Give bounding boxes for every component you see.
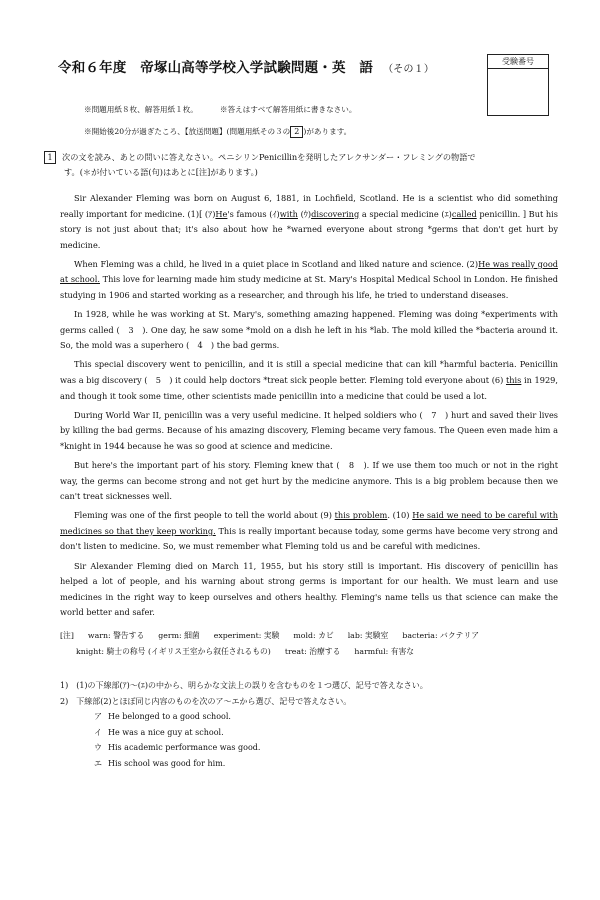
exam-title-main: 令和６年度 帝塚山高等学校入学試験問題・英 語 xyxy=(58,60,374,76)
option-key: ア xyxy=(94,712,102,721)
option-key: ウ xyxy=(94,743,102,752)
option-key: エ xyxy=(94,758,102,768)
sub-question-1: 1) (1)の下線部(ｱ)～(ｴ)の中から、明らかな文法上の誤りを含むものを１つ選び、記号で答えなさい。 xyxy=(60,681,428,690)
glossary-item: mold: カビ xyxy=(293,631,334,640)
option-item xyxy=(60,756,558,772)
glossary-item: knight: 騎士の称号 (イギリス王室から叙任されるもの) xyxy=(76,647,271,656)
glossary-row-2 xyxy=(60,644,558,660)
glossary-item: lab: 実験室 xyxy=(347,631,389,640)
paragraph-8: Sir Alexander Fleming died on March 11, 1955, but his story still is important. His discovery of penicillin has helped a lot of people, and his warning about strong germs is important for our health. We must learn and use medicines in the right way to keep ourselves and others healthy. Fleming's name tells us that science can make the world better and safer. xyxy=(60,560,558,618)
instruction-line-1: 次の文を読み、あとの問いに答えなさい。ペニシリンPenicillinを発明したアレクサンダー・フレミングの物語で xyxy=(62,152,476,162)
underline-6: this xyxy=(505,375,522,386)
question-1-instruction xyxy=(44,150,559,180)
option-item xyxy=(60,740,558,756)
note-pages: ※問題用紙８枚、解答用紙１枚。 xyxy=(84,105,198,114)
option-text: He belonged to a good school. xyxy=(108,712,231,721)
glossary-label: [注] xyxy=(60,631,74,640)
option-text: His school was good for him. xyxy=(108,758,226,768)
glossary-item: experiment: 実験 xyxy=(213,631,280,640)
paragraph-2: When Fleming was a child, he lived in a quiet place in Scotland and liked nature and science. (2)He was really good at school. This love for learning made him study medicine at St. Mary's Hospital Medical School in London. He finished studying in 1906 and started working as a researcher, and through his life, he tried to understand diseases. xyxy=(60,258,558,301)
underline-10: He said we need to be careful with medicines so that they keep working. xyxy=(60,510,558,536)
sub-question-2: 2) 下線部(2)とほぼ同じ内容のものを次のア～エから選び、記号で答えなさい。 xyxy=(60,696,352,706)
reading-passage xyxy=(60,191,558,621)
paragraph-6: But here's the important part of his story. Fleming knew that ( 8 ). If we use them too much or not in the right way, the germs can become strong and not get hurt by the medicine anymore. This is a big problem because then we can't treat sicknesses well. xyxy=(60,460,558,502)
question-number-box: 1 xyxy=(44,151,56,164)
underline-2: He was really good at school. xyxy=(60,258,558,285)
exam-title xyxy=(58,56,434,76)
paragraph-1: Sir Alexander Fleming was born on August 6, 1881, in Lochfield, Scotland. He is a scientist who did something really important for medicine. (1)[ (ｱ)He's famous (ｲ)with (ｳ)discovering a special medicine (ｴ)called penicillin. ] But his story is not just about that; it's also about how he *warned everyone about strong *germs that don't get hurt by medicine. xyxy=(60,193,558,250)
exam-notes xyxy=(84,99,356,143)
glossary-item: warn: 警告する xyxy=(87,631,145,640)
sub-questions xyxy=(60,678,558,771)
note-listening-b: )があります。 xyxy=(303,127,352,136)
glossary-item: treat: 治療する xyxy=(284,647,341,656)
note-listening-box: 2 xyxy=(290,126,303,138)
underline-c: discovering xyxy=(311,208,360,219)
note-line-2 xyxy=(84,121,356,143)
option-text: He was a nice guy at school. xyxy=(108,727,224,737)
option-item xyxy=(60,725,558,741)
underline-b: with xyxy=(279,208,298,219)
glossary xyxy=(60,628,558,660)
option-text: His academic performance was good. xyxy=(108,743,261,752)
glossary-item: harmful: 有害な xyxy=(354,647,415,656)
paragraph-7: Fleming was one of the first people to tell the world about (9) this problem. (10) He said we need to be careful with medicines so that they keep working. This is really important because today, some germs have become very strong and don't listen to medicine. So, we must remember what Fleming told us and be careful with medicines. xyxy=(60,510,558,552)
note-answers: ※答えはすべて解答用紙に書きなさい。 xyxy=(219,105,357,114)
paragraph-3: In 1928, while he was working at St. Mary's, something amazing happened. Fleming was doing *experiments with germs called ( 3 ). One day, he saw some *mold on a dish he left in his *lab. The mold killed the *bacteria around it. So, the mold was a superhero ( 4 ) the bad germs. xyxy=(60,309,558,351)
underline-a: He xyxy=(215,208,228,219)
glossary-row-1 xyxy=(60,628,558,644)
examinee-number-label: 受験番号 xyxy=(488,55,548,69)
paragraph-5: During World War II, penicillin was a very useful medicine. It helped soldiers who ( 7 ) hurt and saved their lives by killing the bad germs. Because of his amazing discovery, Fleming became very famous. The Queen even made him a *knight in 1944 because he was so good at science and medicine. xyxy=(60,409,558,451)
note-line-1 xyxy=(84,99,356,121)
glossary-item: bacteria: バクテリア xyxy=(402,631,480,640)
underline-d: called xyxy=(451,208,477,219)
instruction-line-2: す。(＊が付いている語(句)はあとに[注]があります。) xyxy=(64,167,258,177)
option-key: イ xyxy=(94,727,102,737)
glossary-item: germ: 細菌 xyxy=(158,631,200,640)
underline-9: this problem xyxy=(334,510,388,521)
option-item xyxy=(60,709,558,725)
examinee-number-box xyxy=(487,54,549,116)
paragraph-4: This special discovery went to penicillin, and it is still a special medicine that can kill *harmful bacteria. Penicillin was a big discovery ( 5 ) it could help doctors *treat sick people better. Fleming told everyone about (6) this in 1929, and though it took some time, other scientists made penicillin into a medicine that could be used a lot. xyxy=(60,359,558,401)
note-listening-a: ※開始後20分が過ぎたころ、【放送問題】(問題用紙その３の xyxy=(84,127,291,136)
exam-title-sub: （その１） xyxy=(383,64,435,75)
